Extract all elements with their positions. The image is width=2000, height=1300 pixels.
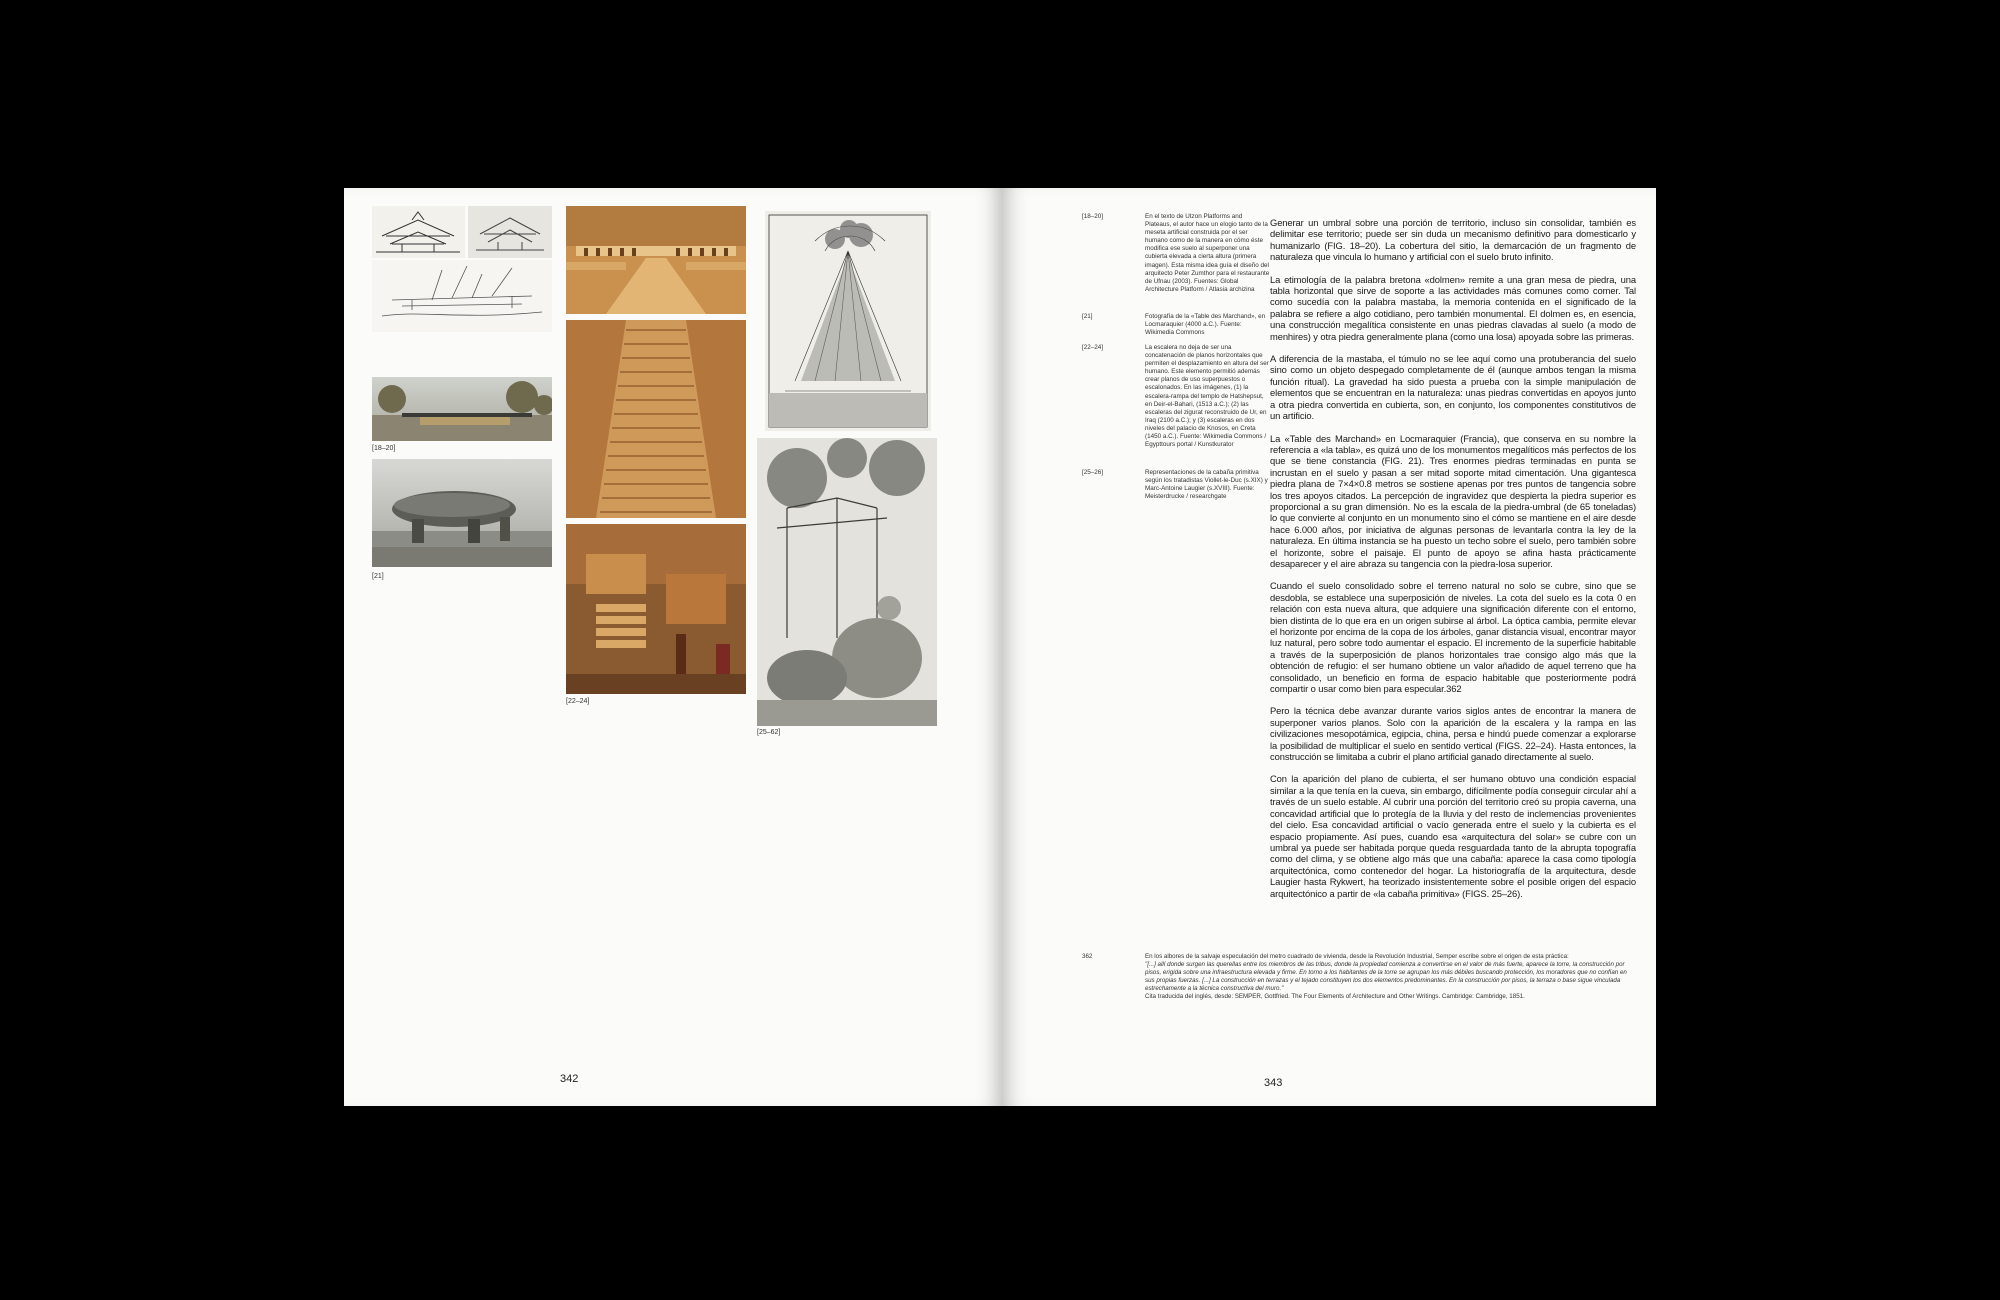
sidenote-ref: [21]: [1082, 313, 1093, 320]
sidenote-22-24: [1082, 344, 1272, 454]
zumthor-sketch-image: [372, 260, 552, 332]
sidenote-25-26: [1082, 469, 1272, 509]
paragraph: Generar un umbral sobre una porción de territorio, incluso sin consolidar, también es delimitar ese territorio; puede ser sin duda un mecanismo definitivo para domesticarlo y humanizarlo (FIG. 18–20). La cobertura del sitio, la demarcación de un fragmento de naturaleza que vincula lo humano y artificial con el suelo bruto infinito.: [1270, 217, 1636, 263]
main-text: [1270, 217, 1636, 910]
caption-21: [21]: [372, 573, 384, 580]
sidenote-text: Representaciones de la cabaña primitiva según los tratadistas Viollet-le-Duc (s.XIX) y Marc-Antoine Laugier (s.XVIII). Fuente: Meisterdrucke / researchgate: [1145, 469, 1268, 501]
hatshepsut-temple-image: [566, 206, 746, 314]
paragraph: La etimología de la palabra bretona «dolmen» remite a una gran mesa de piedra, una tabla horizontal que sirve de soporte a las actividades más comunes como comer. Tal como sucedía con la palabra mastaba, la memoria contenida en el significado de la palabra se refiere a algo cotidiano, pero también monumental. El dolmen es, en esencia, una construcción megalítica consistente en unas piedras clavadas al suelo (a modo de menhires) y otra piedra generalmente plana (como una losa) apoyada sobre las primeras.: [1270, 273, 1636, 342]
sidenote-text: En el texto de Utzon Platforms and Plateaus, el autor hace un elogio tanto de la meseta artificial construida por el ser humano como de la manera en cómo éste modifica ese suelo al superponer una cubierta elevada a cierta altura (primera imagen). Esta misma idea guía el diseño del arquitecto Peter Zumthor para el restaurante de Ufnau (2003). Fuentes: Global Architecture Platform / Atlasia archizina: [1145, 213, 1270, 293]
footnote-body: [1145, 953, 1637, 1001]
paragraph: Con la aparición del plano de cubierta, el ser humano obtuvo una condición espacial similar a la que tenía en la cueva, sin embargo, difícilmente podía conseguir circular ahí a través de un suelo estable. Al cubrir una porción del territorio creó su propia caverna, una concavidad artificial que lo protegía de la lluvia y del resto de inclemencias provenientes del cielo. Esa concavidad artificial o vacío generada entre el suelo y la cubierta es el espacio propiamente. Así pues, cuando esa «arquitectura del solar» se cubre con un umbral ya puede ser habitada porque queda resguardada tanto de la abrupta topografía como del clima, y se obtiene algo más que una cabaña: aparece la casa como tipología arquitectónica, como contenedor del hogar. La historiografía de la arquitectura, desde Laugier hasta Rykwert, ha teorizado insistentemente sobre el posible origen del espacio arquitectónico a partir de «la cabaña primitiva» (FIGS. 25–26).: [1270, 773, 1636, 899]
sidenote-ref: [25–26]: [1082, 469, 1104, 476]
primitive-hut-engraving-image: [765, 211, 931, 431]
sidenote-text: Fotografía de la «Table des Marchand», en Locmaraquier (4000 a.C.). Fuente: Wikimedia Commons: [1145, 313, 1266, 337]
dolmen-photo-image: [372, 459, 552, 567]
sidenote-ref: [18–20]: [1082, 213, 1104, 220]
caption-25-62: [25–62]: [757, 729, 781, 736]
paragraph: Pero la técnica debe avanzar durante varios siglos antes de encontrar la manera de superponer varios planos. Solo con la aparición de la escalera y la rampa en las civilizaciones mesopotámica, egipcia, china, persa e hindú puede comenzar a explorarse la posibilidad de multiplicar el suelo en sentido vertical (FIGS. 22–24). Hasta entonces, la construcción se limitaba a cubrir el plano artificial ganado directamente al suelo.: [1270, 705, 1636, 763]
footnote-quote: "[...] allí donde surgen las querellas entre los miembros de las tribus, donde la propiedad comienza a convertirse en el valor de más fuerte, aparece la torre, la construcción por pisos, erigida sobre una infraestructura elevada y firme. En torno a los habitantes de la torre se agrupan los más débiles buscando protección, los moradores que no confían en sus propias fuerzas. [...] La construcción en terrazas y el tejado constituyen los dos elementos predominantes. En la construcción por pisos, la terraza o base sigue vinculada estrechamente a la técnica constructiva del muro.": [1145, 961, 1627, 992]
sidenote-18-20: [1082, 213, 1272, 303]
ur-ziggurat-stairs-image: [566, 320, 746, 518]
paragraph: Cuando el suelo consolidado sobre el terreno natural no solo se cubre, sino que se desdobla, se establece una superposición de niveles. La cota del suelo es la cota 0 en relación con esta nueva altura, que adquiere una significación diferente con el entorno, bien distinta de lo que era en un origen subirse al árbol. La óptica cambia, permite elevar el horizonte por encima de la copa de los árboles, ganar distancia visual, encontrar mayor luz natural, pero sobre todo aumentar el espacio. El incremento de la superficie habitable a través de la superposición de planos horizontales trae consigo algo más que la obtención de refugio: el ser humano obtiene un valor añadido de aquel terreno que ha consolidado, un beneficio en forma de espacio habitable que posteriormente podrá compartir o usar como bien para especular.362: [1270, 580, 1636, 695]
paragraph: A diferencia de la mastaba, el túmulo no se lee aquí como una protuberancia del suelo sino como un objeto despegado completamente de él (aunque ambos tengan la misma función ritual). La gravedad ha sido puesta a prueba con la simple manipulación de elementos que se encuentran en la naturaleza: unas piedras convertidas en apoyos junto a otra piedra convertida en cubierta, son, en conjunto, los componentes constitutivos de un artificio.: [1270, 353, 1636, 422]
footnote-source: Cita traducida del inglés, desde: SEMPER, Gottfried. The Four Elements of Architecture and Other Writings. Cambridge: Cambridge, 1851.: [1145, 993, 1525, 1000]
page-number-right: 343: [1264, 1077, 1283, 1089]
caption-18-20: [18–20]: [372, 445, 396, 452]
footnote-number: 362: [1082, 953, 1093, 960]
utzon-sketch-2-image: [468, 206, 552, 258]
paragraph: La «Table des Marchand» en Locmaraquier (Francia), que conserva en su nombre la referencia a «la tabla», es quizá uno de los monumentos megalíticos más perfectos de los que se tiene constancia (FIG. 21). Tres enormes piedras terminadas en punta se incrustan en el suelo y pasan a ser mitad soporte mitad cimentación. Una gigantesca piedra plana de 7×4×0.8 metros se sostiene apenas por tres puntos de tangencia sobre los tres apoyos citados. La percepción de ingravidez que despierta la piedra superior es proporcional a su gran dimensión. No es la escala de la piedra-umbral (de 65 toneladas) lo que convierte al conjunto en un monumento sino el cómo se mantiene en el aire desde hace 6.000 años, por iniciativa de algunas personas de levantarla contra la ley de la naturaleza. En última instancia se ha puesto un techo sobre el suelo, pero también sobre el horizonte, sobre el paisaje. El punto de apoyo se afina hasta prácticamente desaparecer y el aire abraza su tangencia con la piedra-losa superior.: [1270, 432, 1636, 569]
caption-22-24: [22–24]: [566, 698, 590, 705]
page-number-left: 342: [560, 1073, 579, 1085]
zumthor-render-image: [372, 377, 552, 441]
utzon-sketch-image: [372, 206, 465, 258]
sidenote-ref: [22–24]: [1082, 344, 1104, 351]
knossos-stairs-image: [566, 524, 746, 694]
laugier-frontispiece-image: [757, 438, 937, 726]
footnote-intro: En los albores de la salvaje especulación del metro cuadrado de vivienda, desde la Revolución Industrial, Semper escribe sobre el origen de esta práctica:: [1145, 953, 1569, 960]
right-page: [1002, 188, 1656, 1106]
left-page: [344, 188, 1002, 1106]
sidenote-21: [1082, 313, 1272, 343]
sidenote-text: La escalera no deja de ser una concatenación de planos horizontales que permiten el desplazamiento en altura del ser humano. Este elemento permitió además crear planos de uso superpuestos o escalonados. En las imágenes, (1) la escalera-rampa del templo de Hatshepsut, en Deir-el-Bahari, (1513 a.C.); (2) las escaleras del zigurat reconstruido de Ur, en Iraq (2100 a.C.); y (3) escaleras en dos niveles del palacio de Knosos, en Creta (1450 a.C.). Fuente: Wikimedia Commons / Egypttours portal / Kunstkurator: [1145, 344, 1269, 449]
